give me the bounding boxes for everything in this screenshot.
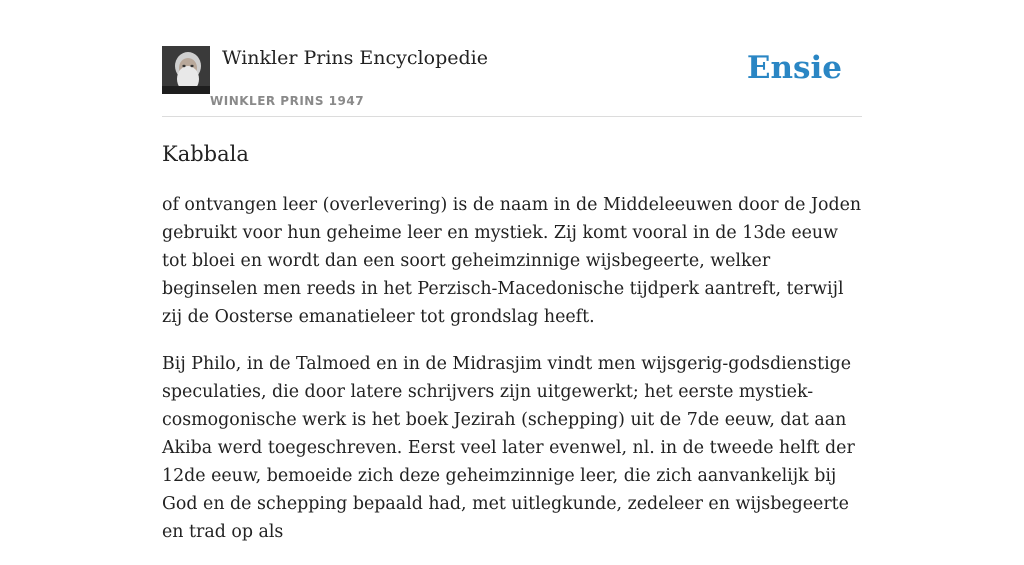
site-subtitle[interactable]: WINKLER PRINS 1947: [210, 94, 365, 108]
portrait-avatar-icon[interactable]: [162, 46, 210, 94]
article: [162, 138, 864, 565]
site-title[interactable]: Winkler Prins Encyclopedie: [222, 47, 488, 69]
article-paragraph-1: of ontvangen leer (overlevering) is de naam in de Middeleeuwen door de Joden gebruikt voor hun geheime leer en mystiek. Zij komt vooral in de 13de eeuw tot bloei en wordt dan een soort geheimzinnige wijsbegeerte, welker beginselen men reeds in het Perzisch-Macedonische tijdperk aantreft, terwijl zij de Oosterse emanatieleer tot grondslag heeft.: [162, 195, 862, 327]
article-title: Kabbala: [162, 142, 249, 166]
brand-logo-link[interactable]: Ensie: [746, 50, 842, 86]
portrait-avatar-image: [162, 46, 210, 94]
article-paragraph-2: Bij Philo, in de Talmoed en in de Midrasjim vindt men wijsgerig-godsdienstige speculaties, die door latere schrijvers zijn uitgewerkt; het eerste mystiek-cosmogonische werk is het boek Jezirah (schepping) uit de 7de eeuw, dat aan Akiba werd toegeschreven. Eerst veel later evenwel, nl. in de tweede helft der 12de eeuw, bemoeide zich deze geheimzinnige leer, die zich aanvankelijk bij God en de schepping bepaald had, met uitlegkunde, zedeleer en wijsbegeerte en trad op als: [162, 354, 855, 542]
site-header: [162, 46, 862, 117]
